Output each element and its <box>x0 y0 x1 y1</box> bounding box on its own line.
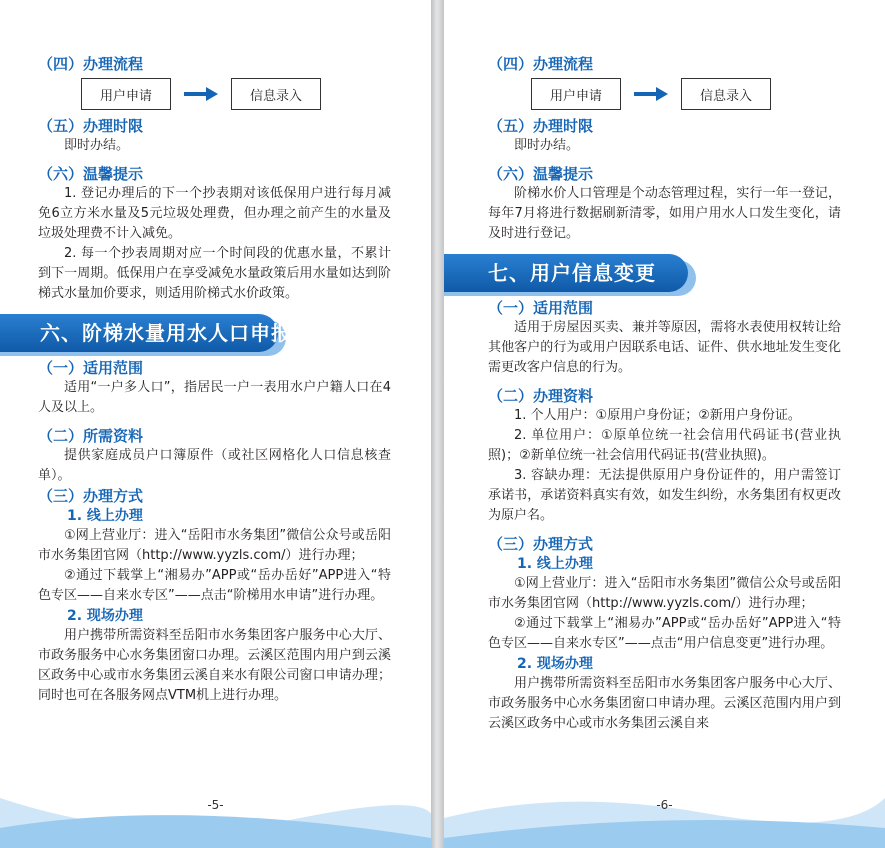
section-heading-materials: （二）办理资料 <box>488 387 594 405</box>
section-heading-materials: （二）所需资料 <box>38 427 144 445</box>
page-number: -5- <box>207 798 224 812</box>
chapter-banner <box>444 254 841 292</box>
scope-text: 适用于房屋因买卖、兼并等原因，需将水表使用权转让给其他客户的行为或用户因联系电话、证件、供水地址发生变化需更改客户信息的行为。 <box>488 320 841 375</box>
chapter-title: 七、用户信息变更 <box>488 261 656 285</box>
materials-item: 2. 单位用户：①原单位统一社会信用代码证书(营业执照)；②新单位统一社会信用代码证书(营业执照)。 <box>488 428 841 463</box>
chapter-banner <box>0 314 391 352</box>
section-heading-tips: （六）温馨提示 <box>488 165 594 183</box>
materials-text: 提供家庭成员户口簿原件（或社区网格化人口信息核查单）。 <box>38 448 391 483</box>
flow-step-entry: 信息录入 <box>681 78 771 110</box>
time-limit-text: 即时办结。 <box>514 138 580 153</box>
page-6 <box>444 0 885 848</box>
section-heading-process: （四）办理流程 <box>38 55 144 73</box>
process-flow <box>81 78 391 110</box>
section-heading-method: （三）办理方式 <box>38 487 144 505</box>
arrow-right-icon <box>171 87 231 101</box>
subheading-online: 1. 线上办理 <box>517 556 593 572</box>
tip-paragraph: 阶梯水价人口管理是个动态管理过程，实行一年一登记，每年7月将进行数据刷新清零，如用户用水人口发生变化，请及时进行登记。 <box>488 186 841 241</box>
time-limit-text: 即时办结。 <box>64 138 130 153</box>
page-number: -6- <box>656 798 673 812</box>
online-text: ②通过下载掌上“湘易办”APP或“岳办岳好”APP进入“特色专区——自来水专区”——点击“用户信息变更”进行办理。 <box>488 616 841 651</box>
flow-step-entry: 信息录入 <box>231 78 321 110</box>
process-flow <box>531 78 841 110</box>
online-text: ②通过下载掌上“湘易办”APP或“岳办岳好”APP进入“特色专区——自来水专区”——点击“阶梯用水申请”进行办理。 <box>38 568 391 603</box>
flow-step-apply: 用户申请 <box>81 78 171 110</box>
section-heading-method: （三）办理方式 <box>488 535 594 553</box>
tip-paragraph: 2. 每一个抄表周期对应一个时间段的优惠水量，不累计到下一周期。低保用户在享受减免水量政策后用水量如达到阶梯式水量加价要求，则适用阶梯式水价政策。 <box>38 246 391 301</box>
flow-step-apply: 用户申请 <box>531 78 621 110</box>
tip-paragraph: 1. 登记办理后的下一个抄表期对该低保用户进行每月减免6立方米水量及5元垃圾处理费，但办理之前产生的水量及垃圾处理费不计入减免。 <box>38 186 391 241</box>
materials-item: 3. 容缺办理：无法提供原用户身份证件的，用户需签订承诺书，承诺资料真实有效，如发生纠纷，水务集团有权更改为原户名。 <box>488 468 841 523</box>
subheading-online: 1. 线上办理 <box>67 508 143 524</box>
scope-text: 适用“一户多人口”，指居民一户一表用水户户籍人口在4人及以上。 <box>38 380 391 415</box>
page-5 <box>0 0 431 848</box>
subheading-onsite: 2. 现场办理 <box>517 656 593 672</box>
gutter <box>431 0 444 848</box>
online-text: ①网上营业厅：进入“岳阳市水务集团”微信公众号或岳阳市水务集团官网（http://www.yyzls.com/）进行办理； <box>38 528 391 563</box>
arrow-right-icon <box>621 87 681 101</box>
section-heading-tips: （六）温馨提示 <box>38 165 144 183</box>
section-heading-scope: （一）适用范围 <box>488 299 594 317</box>
section-heading-scope: （一）适用范围 <box>38 359 144 377</box>
section-heading-time-limit: （五）办理时限 <box>488 117 594 135</box>
onsite-text: 用户携带所需资料至岳阳市水务集团客户服务中心大厅、市政务服务中心水务集团窗口办理。云溪区范围内用户到云溪区政务中心或市水务集团云溪自来水有限公司窗口申请办理；同时也可在各服务网点VTM机上进行办理。 <box>38 628 391 703</box>
section-heading-time-limit: （五）办理时限 <box>38 117 144 135</box>
chapter-title: 六、阶梯水量用水人口申报 <box>40 321 292 345</box>
section-heading-process: （四）办理流程 <box>488 55 594 73</box>
materials-item: 1. 个人用户：①原用户身份证；②新用户身份证。 <box>514 408 801 423</box>
onsite-text: 用户携带所需资料至岳阳市水务集团客户服务中心大厅、市政务服务中心水务集团窗口申请办理。云溪区范围内用户到云溪区政务中心或市水务集团云溪自来 <box>488 676 841 731</box>
subheading-onsite: 2. 现场办理 <box>67 608 143 624</box>
online-text: ①网上营业厅：进入“岳阳市水务集团”微信公众号或岳阳市水务集团官网（http://www.yyzls.com/）进行办理； <box>488 576 841 611</box>
